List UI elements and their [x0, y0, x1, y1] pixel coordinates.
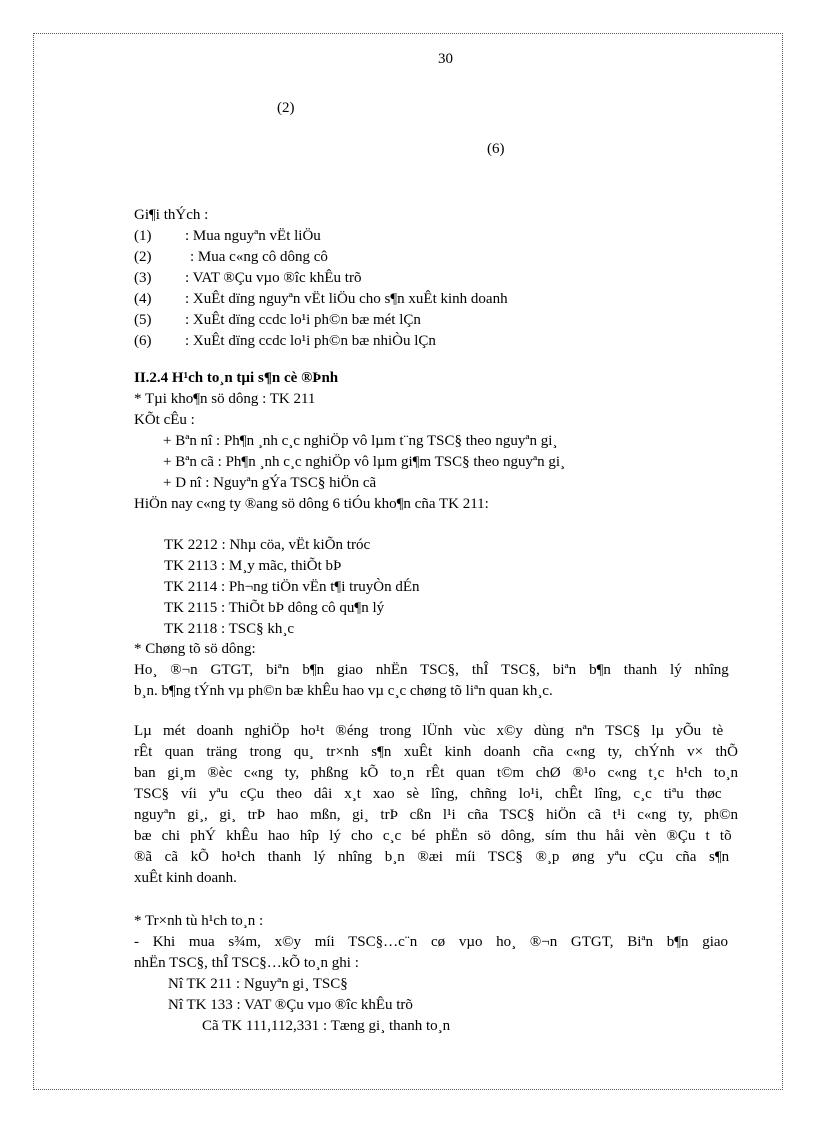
- paragraph-line: rÊt quan träng trong qu¸ tr×nh s¶n xuÊt kinh doanh cña c«ng ty, chÝnh v× thÕ: [134, 744, 738, 760]
- legend-num: (4): [134, 291, 152, 307]
- paragraph-line: bæ chi phÝ khÊu hao hîp lý cho c¸c bé phËn sö dông, sím thu håi vèn ®Çu t tõ: [134, 828, 732, 844]
- legend-num: (3): [134, 270, 152, 286]
- account-line: * Tµi kho¶n sö dông : TK 211: [134, 391, 316, 407]
- paragraph-line: TSC§ víi yªu cÇu theo dâi x¸t xao sè lîng, chñng lo¹i, chÊt lîng, c¸c tiªu thøc: [134, 786, 722, 802]
- hien-nay-line: HiÖn nay c«ng ty ®ang sö dông 6 tiÓu kho¶n cña TK 211:: [134, 496, 489, 512]
- legend-text: : XuÊt dïng nguyªn vËt liÖu cho s¶n xuÊt kinh doanh: [185, 291, 508, 307]
- chung-tu-line: b¸n. b¶ng tÝnh vµ ph©n bæ khÊu hao vµ c¸c chøng tõ liªn quan kh¸c.: [134, 683, 553, 699]
- journal-entry: Nî TK 211 : Nguyªn gi¸ TSC§: [168, 976, 348, 992]
- page-number: 30: [438, 51, 453, 67]
- chung-tu-line: Ho¸ ®¬n GTGT, biªn b¶n giao nhËn TSC§, thÎ TSC§, biªn b¶n thanh lý nhîng: [134, 662, 729, 678]
- legend-num: (6): [134, 333, 152, 349]
- legend-heading: Gi¶i thÝch :: [134, 207, 209, 223]
- tk-item: TK 2115 : ThiÕt bÞ dông cô qu¶n lý: [164, 600, 385, 616]
- tk-item: TK 2114 : Ph¬ng tiÖn vËn t¶i truyÒn dÉn: [164, 579, 420, 595]
- trinh-tu-line: - Khi mua s¾m, x©y míi TSC§…c¨n cø vµo ho¸ ®¬n GTGT, Biªn b¶n giao: [134, 934, 729, 950]
- ket-cau-item: + Bªn nî : Ph¶n ¸nh c¸c nghiÖp vô lµm t¨ng TSC§ theo nguyªn gi¸: [163, 433, 558, 449]
- legend-text: : XuÊt dïng ccdc lo¹i ph©n bæ mét lÇn: [185, 312, 421, 328]
- ket-cau-item: + Bªn cã : Ph¶n ¸nh c¸c nghiÖp vô lµm gi¶m TSC§ theo nguyªn gi¸: [163, 454, 566, 470]
- legend-text: : VAT ®Çu vµo ®îc khÊu trõ: [185, 270, 362, 286]
- legend-text: : XuÊt dïng ccdc lo¹i ph©n bæ nhiÒu lÇn: [185, 333, 436, 349]
- page-border: [33, 33, 783, 1090]
- paragraph-line: Lµ mét doanh nghiÖp ho¹t ®éng trong lÜnh vùc x©y dùng nªn TSC§ lµ yÕu tè: [134, 723, 724, 739]
- legend-text: : Mua nguyªn vËt liÖu: [185, 228, 321, 244]
- chung-tu-heading: * Chøng tõ sö dông:: [134, 641, 256, 657]
- legend-num: (2): [134, 249, 152, 265]
- paragraph-line: nguyªn gi¸, gi¸ trÞ hao mßn, gi¸ trÞ cßn l¹i cña TSC§ hiÖn cã t¹i c«ng ty, ph©n: [134, 807, 738, 823]
- paragraph-line: xuÊt kinh doanh.: [134, 870, 237, 886]
- legend-num: (1): [134, 228, 152, 244]
- journal-entry: Nî TK 133 : VAT ®Çu vµo ®îc khÊu trõ: [168, 997, 413, 1013]
- diagram-label-6: (6): [487, 141, 505, 157]
- legend-num: (5): [134, 312, 152, 328]
- ket-cau-item: + D nî : Nguyªn gÝa TSC§ hiÖn cã: [163, 475, 377, 491]
- paragraph-line: ®ã cã kÕ ho¹ch thanh lý nhîng b¸n ®æi míi TSC§ ®¸p øng yªu cÇu cña s¶n: [134, 849, 730, 865]
- legend-text: : Mua c«ng cô dông cô: [190, 249, 328, 265]
- diagram-label-2: (2): [277, 100, 295, 116]
- section-title: II.2.4 H¹ch to¸n tµi s¶n cè ®Þnh: [134, 370, 339, 386]
- tk-item: TK 2212 : Nhµ cöa, vËt kiÕn tróc: [164, 537, 371, 553]
- paragraph-line: ban gi¸m ®èc c«ng ty, phßng kÕ to¸n rÊt quan t©m chØ ®¹o c«ng t¸c h¹ch to¸n: [134, 765, 738, 781]
- trinh-tu-line: nhËn TSC§, thÎ TSC§…kÕ to¸n ghi :: [134, 955, 359, 971]
- journal-entry: Cã TK 111,112,331 : Tæng gi¸ thanh to¸n: [202, 1018, 451, 1034]
- trinh-tu-heading: * Tr×nh tù h¹ch to¸n :: [134, 913, 264, 929]
- ket-cau-heading: KÕt cÊu :: [134, 412, 195, 428]
- tk-item: TK 2113 : M¸y mãc, thiÕt bÞ: [164, 558, 342, 574]
- tk-item: TK 2118 : TSC§ kh¸c: [164, 621, 294, 637]
